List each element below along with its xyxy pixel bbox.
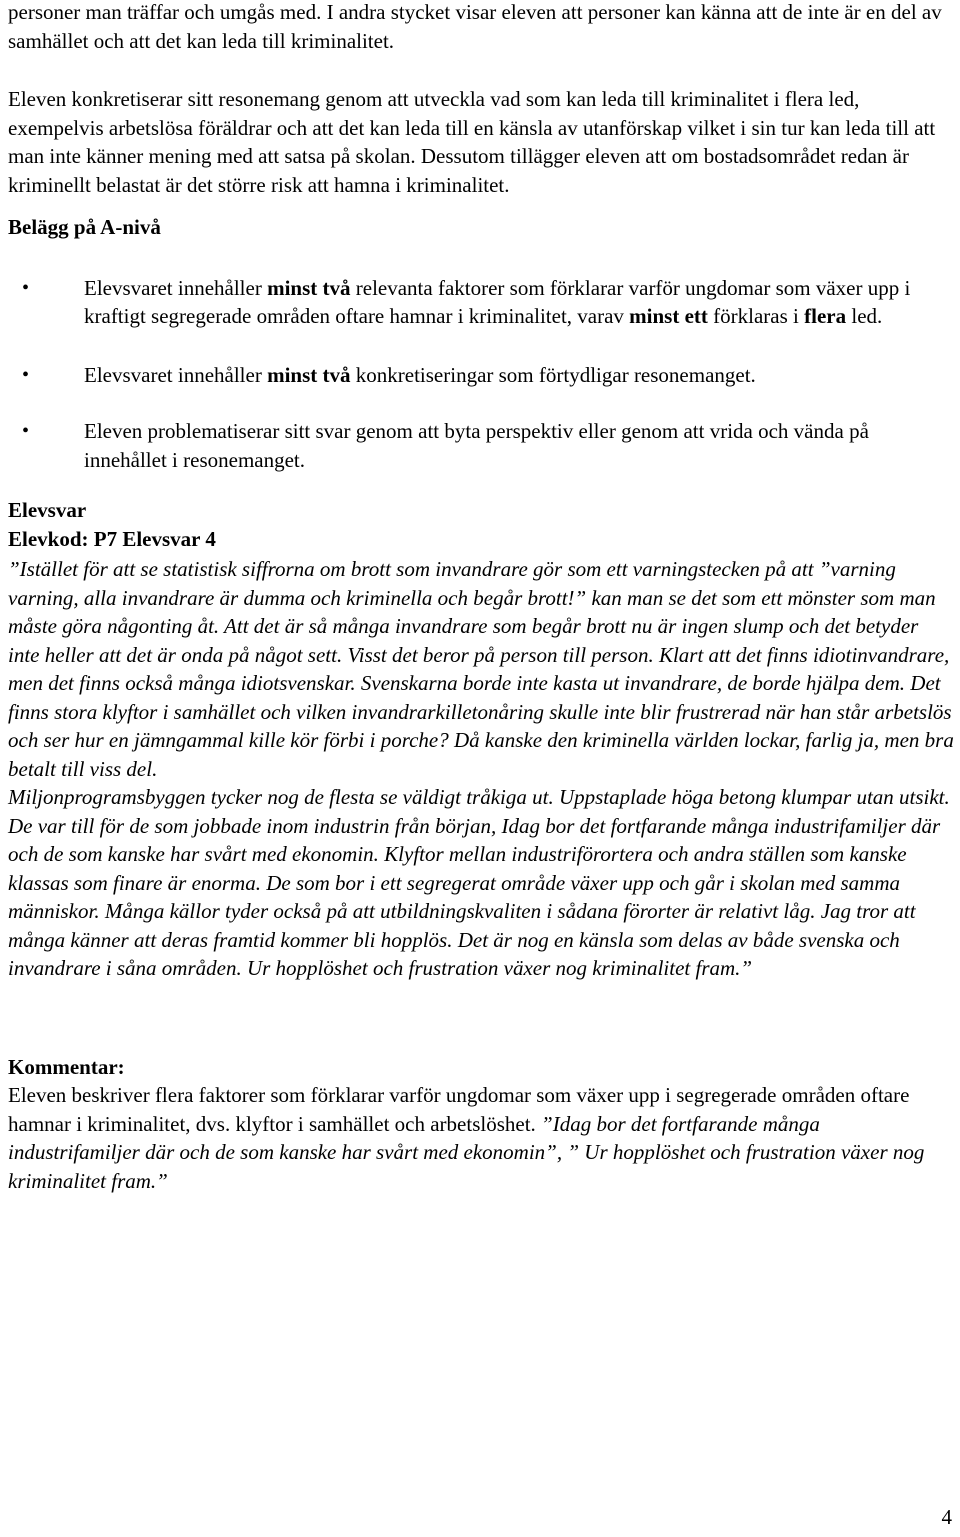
criteria-heading: Belägg på A-nivå [8, 215, 161, 239]
criteria-item: • Elevsvaret innehåller minst två relevanta faktorer som förklarar varför ungdomar som växer upp i kraftigt segregerade områden oftare hamnar i kriminalitet, varav minst ett förklaras i flera led. [22, 275, 911, 328]
bullet-icon: • [22, 420, 30, 442]
bullet-icon: • [22, 276, 30, 299]
answer-quote [8, 555, 954, 983]
page-number: 4 [941, 1504, 952, 1529]
intro-paragraph: personer man träffar och umgås med. I andra stycket visar eleven att personer kan känna att de inte är en del av samhället och att det kan leda till kriminalitet. [8, 0, 942, 53]
comment-label: Kommentar: [8, 1054, 125, 1079]
answer-quote-paragraph: ”Istället för att se statistisk siffrorna om brott som invandrare gör som ett varningstecken på att ”varning varning, alla invandrare är dumma och kriminella och begår brott!” kan man se det som ett mönster som man måste göra någonting åt. Att det är så många invandrare som begår brott nu är ingen slump och det betyder inte heller att det är onda på något sett. Visst det beror på person till person. Klart att det finns idiotinvandrare, men det finns också många idiotsvenskar. Svenskarna borde inte kasta ut invandrare, de borde hjälpa dem. Det finns stora klyftor i samhället och vilken invandrarkilletonåring skulle inte blir frustrerad när han står arbetslös och ser hur en jämngammal kille kör förbi i porche? Då kanske den kriminella världen lockar, farlig ja, men bra betalt till viss del. [8, 557, 954, 781]
analysis-paragraph: Eleven konkretiserar sitt resonemang genom att utveckla vad som kan leda till kriminalitet i flera led, exempelvis arbetslösa föräldrar och att det kan leda till en känsla av utanförskap vilket i sin tur kan leda till att man inte känner mening med att satsa på skolan. Dessutom tillägger eleven att om bostadsområdet redan är kriminellt belastat är det större risk att hamna i kriminalitet. [8, 87, 936, 197]
criteria-list [8, 274, 954, 475]
comment-text: Eleven beskriver flera faktorer som förklarar varför ungdomar som växer upp i segregerade områden oftare hamnar i kriminalitet, dvs. klyftor i samhället och arbetslöshet. ”Idag bor det fortfarande många industrifamiljer där och de som kanske har svårt med ekonomin”, ” Ur hopplöshet och frustration växer nog kriminalitet fram.” [8, 1083, 925, 1193]
answer-code: Elevkod: P7 Elevsvar 4 [8, 526, 216, 551]
bullet-icon: • [22, 363, 30, 386]
criteria-item: • Eleven problematiserar sitt svar genom att byta perspektiv eller genom att vrida och vända på innehållet i resonemanget. [22, 419, 869, 472]
answer-title: Elevsvar [8, 498, 87, 522]
document-page [8, 0, 954, 1195]
student-answer [8, 496, 954, 983]
criteria-item: • Elevsvaret innehåller minst två konkretiseringar som förtydligar resonemanget. [8, 361, 954, 390]
answer-quote-paragraph: Miljonprogramsbyggen tycker nog de flesta se väldigt tråkiga ut. Uppstaplade höga betong klumpar utan utsikt. De var till för de som jobbade inom industrin från början, Idag bor det fortfarande många industrifamiljer där och de som kanske har svårt med ekonomin. Klyftor mellan industriförortera och andra ställen som kanske klassas som finare är enorma. De som bor i ett segregerat område växer upp och går i skolan med samma människor. Många källor tyder också på att utbildningskvaliten i sådana förorter är relativt låg. Jag tror att många känner att deras framtid kommer bli hopplös. Det är nog en känsla som delas av både svenska och invandrare i såna områden. Ur hopplöshet och frustration växer nog kriminalitet fram.” [8, 785, 950, 980]
comment-section [8, 1053, 954, 1196]
